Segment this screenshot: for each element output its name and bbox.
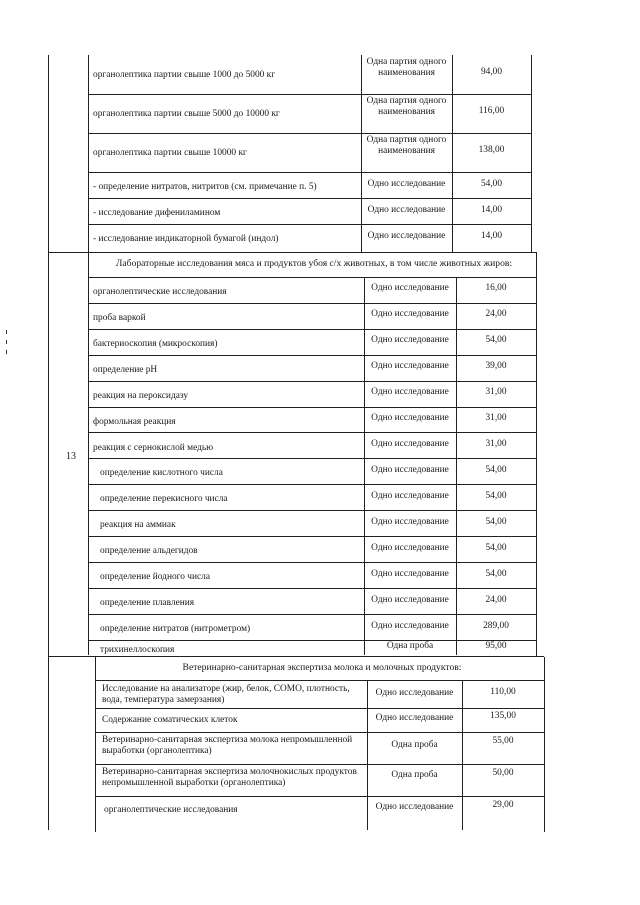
price-value: 24,00 (485, 595, 507, 605)
unit-of-measure: Одно исследование (367, 205, 446, 215)
service-name: определение кислотного числа (100, 468, 223, 478)
price-value: 54,00 (485, 465, 507, 475)
unit-of-measure: Одна проба (391, 740, 438, 750)
unit-of-measure: Одно исследование (371, 335, 449, 345)
row-line (95, 764, 544, 765)
row-line (88, 303, 536, 304)
unit-of-measure: Одна партия одного наименования (366, 57, 447, 78)
service-name: Исследование на анализаторе (жир, белок, СОМО, плотность, вода, температура замерзания) (102, 684, 350, 705)
service-name: органолептические исследования (104, 805, 238, 815)
row-line (88, 562, 536, 563)
price-value: 138,00 (478, 145, 505, 155)
table-border-right (544, 657, 545, 832)
row-line (95, 680, 544, 681)
price-value: 54,00 (485, 569, 507, 579)
price-value: 39,00 (485, 361, 507, 371)
price-value: 289,00 (483, 621, 509, 631)
unit-of-measure: Одна партия одного наименования (366, 135, 447, 156)
service-name: - исследование дифениламином (93, 208, 221, 218)
row-line (88, 381, 536, 382)
unit-of-measure: Одно исследование (367, 179, 446, 189)
service-name: реакция на аммиак (100, 520, 176, 530)
price-value: 24,00 (485, 309, 507, 319)
service-name: определение перекисного числа (100, 494, 228, 504)
row-line (88, 432, 536, 433)
row-line (88, 198, 531, 199)
unit-of-measure: Одно исследование (367, 231, 446, 241)
row-line (88, 172, 531, 173)
row-line (88, 329, 536, 330)
row-line (88, 510, 536, 511)
margin-mark (6, 350, 7, 354)
unit-of-measure: Одно исследование (371, 517, 449, 527)
service-name: Ветеринарно-санитарная экспертиза молочнокислых продуктов непромышленной выработки (органолептика) (102, 767, 357, 788)
unit-of-measure: Одна проба (386, 641, 434, 651)
unit-of-measure: Одно исследование (371, 439, 449, 449)
service-name: Ветеринарно-санитарная экспертиза молока непромышленной выработки (органолептика) (102, 735, 353, 756)
row-line (88, 224, 531, 225)
row-line (88, 536, 536, 537)
row-line (88, 94, 531, 95)
service-name: определение нитратов (нитрометром) (100, 624, 251, 634)
row-line (88, 588, 536, 589)
table-border-right (531, 55, 532, 252)
row-line (88, 355, 536, 356)
unit-of-measure: Одно исследование (375, 688, 454, 698)
price-value: 54,00 (485, 517, 507, 527)
price-value: 116,00 (478, 106, 505, 116)
table-border-left (48, 55, 49, 830)
row-line (88, 277, 536, 278)
unit-of-measure: Одно исследование (375, 713, 454, 723)
table-border-right (536, 252, 537, 657)
service-name: определение рН (93, 365, 158, 375)
unit-of-measure: Одно исследование (371, 595, 449, 605)
price-value: 14,00 (480, 205, 503, 215)
price-value: 54,00 (485, 543, 507, 553)
unit-of-measure: Одно исследование (371, 465, 449, 475)
price-value: 54,00 (485, 335, 507, 345)
unit-of-measure: Одно исследование (371, 569, 449, 579)
service-name: бактериоскопия (микроскопия) (93, 339, 218, 349)
price-value: 31,00 (485, 387, 507, 397)
unit-of-measure: Одна проба (391, 770, 438, 780)
price-value: 110,00 (490, 687, 516, 697)
unit-of-measure: Одно исследование (371, 543, 449, 553)
service-name: определение йодного числа (100, 572, 211, 582)
price-value: 54,00 (480, 179, 503, 189)
unit-of-measure: Одно исследование (371, 621, 449, 631)
service-name: органолептика партии свыше 5000 до 10000 кг (93, 109, 280, 119)
service-name: проба варкой (93, 313, 146, 323)
price-value: 31,00 (485, 413, 507, 423)
unit-of-measure: Одно исследование (371, 491, 449, 501)
row-line (48, 656, 544, 657)
margin-mark (6, 340, 7, 344)
unit-of-measure: Одно исследование (371, 413, 449, 423)
row-line (88, 407, 536, 408)
service-name: определение альдегидов (100, 546, 198, 556)
price-value: 95,00 (485, 641, 507, 651)
service-name: формольная реакция (93, 417, 176, 427)
margin-mark (6, 330, 7, 334)
price-value: 54,00 (485, 491, 507, 501)
price-value: 31,00 (485, 439, 507, 449)
row-line (48, 252, 536, 253)
table-border-col-no (95, 657, 96, 832)
row-line (95, 708, 544, 709)
price-value: 29,00 (492, 800, 514, 810)
row-line (88, 133, 531, 134)
section-header: Ветеринарно-санитарная экспертиза молока и молочных продуктов: (182, 662, 462, 673)
service-name: - определение нитратов, нитритов (см. примечание п. 5) (93, 182, 317, 192)
price-value: 55,00 (492, 736, 514, 746)
price-value: 94,00 (480, 67, 503, 77)
unit-of-measure: Одно исследование (371, 387, 449, 397)
unit-of-measure: Одно исследование (371, 309, 449, 319)
service-name: определение плавления (100, 598, 195, 608)
row-line (88, 614, 536, 615)
section-header: Лабораторные исследования мяса и продуктов убоя с/х животных, в том числе животных жиров: (115, 258, 513, 269)
row-line (95, 796, 544, 797)
service-name: реакция на пероксидазу (93, 391, 189, 401)
service-name: - исследование индикаторной бумагой (индол) (93, 234, 279, 244)
price-value: 50,00 (492, 768, 514, 778)
service-name: органолептические исследования (93, 287, 227, 297)
unit-of-measure: Одно исследование (371, 361, 449, 371)
row-line (95, 732, 544, 733)
service-name: органолептика партии свыше 1000 до 5000 кг (93, 70, 276, 80)
section-number: 13 (66, 451, 76, 462)
price-value: 16,00 (485, 283, 507, 293)
service-name: реакция с сернокислой медью (93, 443, 214, 453)
unit-of-measure: Одна партия одного наименования (366, 96, 447, 117)
service-name: органолептика партии свыше 10000 кг (93, 148, 247, 158)
price-value: 14,00 (480, 231, 503, 241)
service-name: трихинеллоскопия (100, 645, 175, 655)
service-name: Содержание соматических клеток (102, 715, 238, 725)
unit-of-measure: Одно исследование (371, 283, 449, 293)
row-line (88, 484, 536, 485)
row-line (88, 458, 536, 459)
price-value: 135,00 (490, 711, 516, 721)
unit-of-measure: Одно исследование (375, 802, 454, 812)
